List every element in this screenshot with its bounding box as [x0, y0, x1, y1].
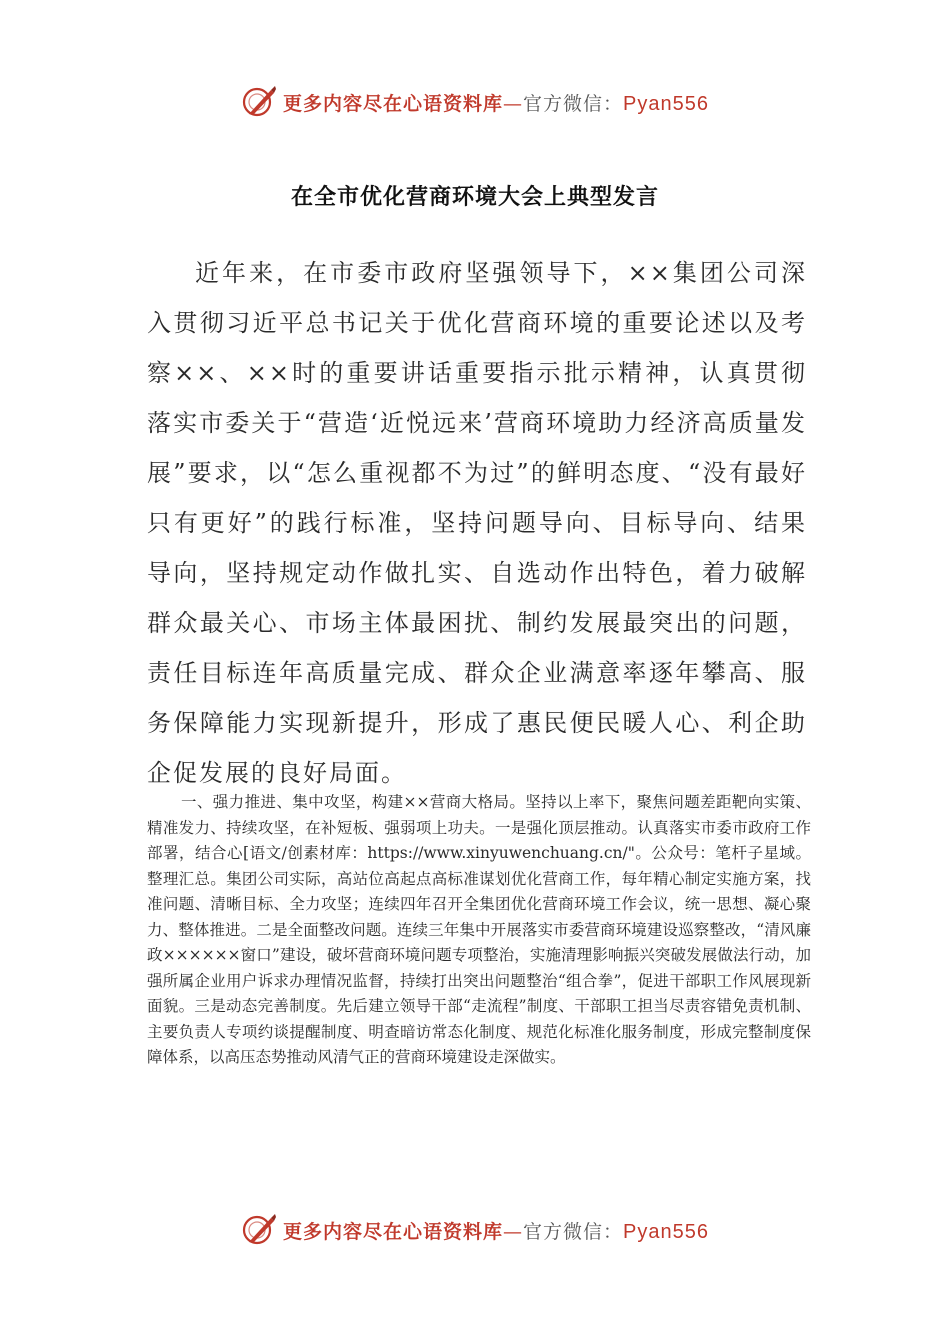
watermark-text — [283, 89, 709, 116]
watermark-text — [283, 1217, 709, 1244]
watermark-label: 官方微信： — [523, 92, 624, 115]
watermark-header — [0, 82, 950, 122]
paragraph-section-one: 一、强力推进、集中攻坚，构建××营商大格局。坚持以上率下，聚焦问题差距靶向实策、精准发力、持续攻坚，在补短板、强弱项上功夫。一是强化顶层推动。认真落实市委市政府工作部署，结合心[语文/创素材库：https://www.xinyuwenchuang.cn/"。公众号：笔杆子星域。整理汇总。集团公司实际，高站位高起点高标准谋划优化营商工作，每年精心制定实施方案，找准问题、清晰目标、全力攻坚；连续四年召开全集团优化营商环境工作会议，统一思想、凝心聚力、整体推进。二是全面整改问题。连续三年集中开展落实市委营商环境建设巡察整改，“清风廉政××××××窗口”建设，破坏营商环境问题专项整治，实施清理影响振兴突破发展做法行动，加强所属企业用户诉求办理情况监督，持续打出突出问题整治“组合拳”，促进干部职工作风展现新面貌。三是动态完善制度。先后建立领导干部“走流程”制度、干部职工担当尽责容错免责机制、主要负责人专项约谈提醒制度、明查暗访常态化制度、规范化标准化服务制度，形成完整制度保障体系，以高压态势推动风清气正的营商环境建设走深做实。 — [147, 793, 811, 1066]
watermark-dash: — — [503, 92, 524, 115]
watermark-brand: 更多内容尽在心语资料库 — [283, 1220, 504, 1243]
quill-pen-logo-icon — [241, 84, 277, 120]
watermark-dash: — — [503, 1220, 524, 1243]
watermark-label: 官方微信： — [523, 1220, 624, 1243]
watermark-wechat-id: Pyan556 — [623, 1220, 709, 1243]
paragraph-intro: 近年来，在市委市政府坚强领导下，××集团公司深入贯彻习近平总书记关于优化营商环境的重要论述以及考察××、××时的重要讲话重要指示批示精神，认真贯彻落实市委关于“营造‘近悦远来’营商环境助力经济高质量发展”要求，以“怎么重视都不为过”的鲜明态度、“没有最好只有更好”的践行标准，坚持问题导向、目标导向、结果导向，坚持规定动作做扎实、自选动作出特色，着力破解群众最关心、市场主体最困扰、制约发展最突出的问题，责任目标连年高质量完成、群众企业满意率逐年攀高、服务保障能力实现新提升，形成了惠民便民暖人心、利企助企促发展的良好局面。 — [147, 259, 807, 787]
document-title: 在全市优化营商环境大会上典型发言 — [290, 185, 659, 210]
watermark-footer — [0, 1210, 950, 1250]
watermark-brand: 更多内容尽在心语资料库 — [283, 92, 504, 115]
watermark-wechat-id: Pyan556 — [623, 92, 709, 115]
quill-pen-logo-icon — [241, 1212, 277, 1248]
